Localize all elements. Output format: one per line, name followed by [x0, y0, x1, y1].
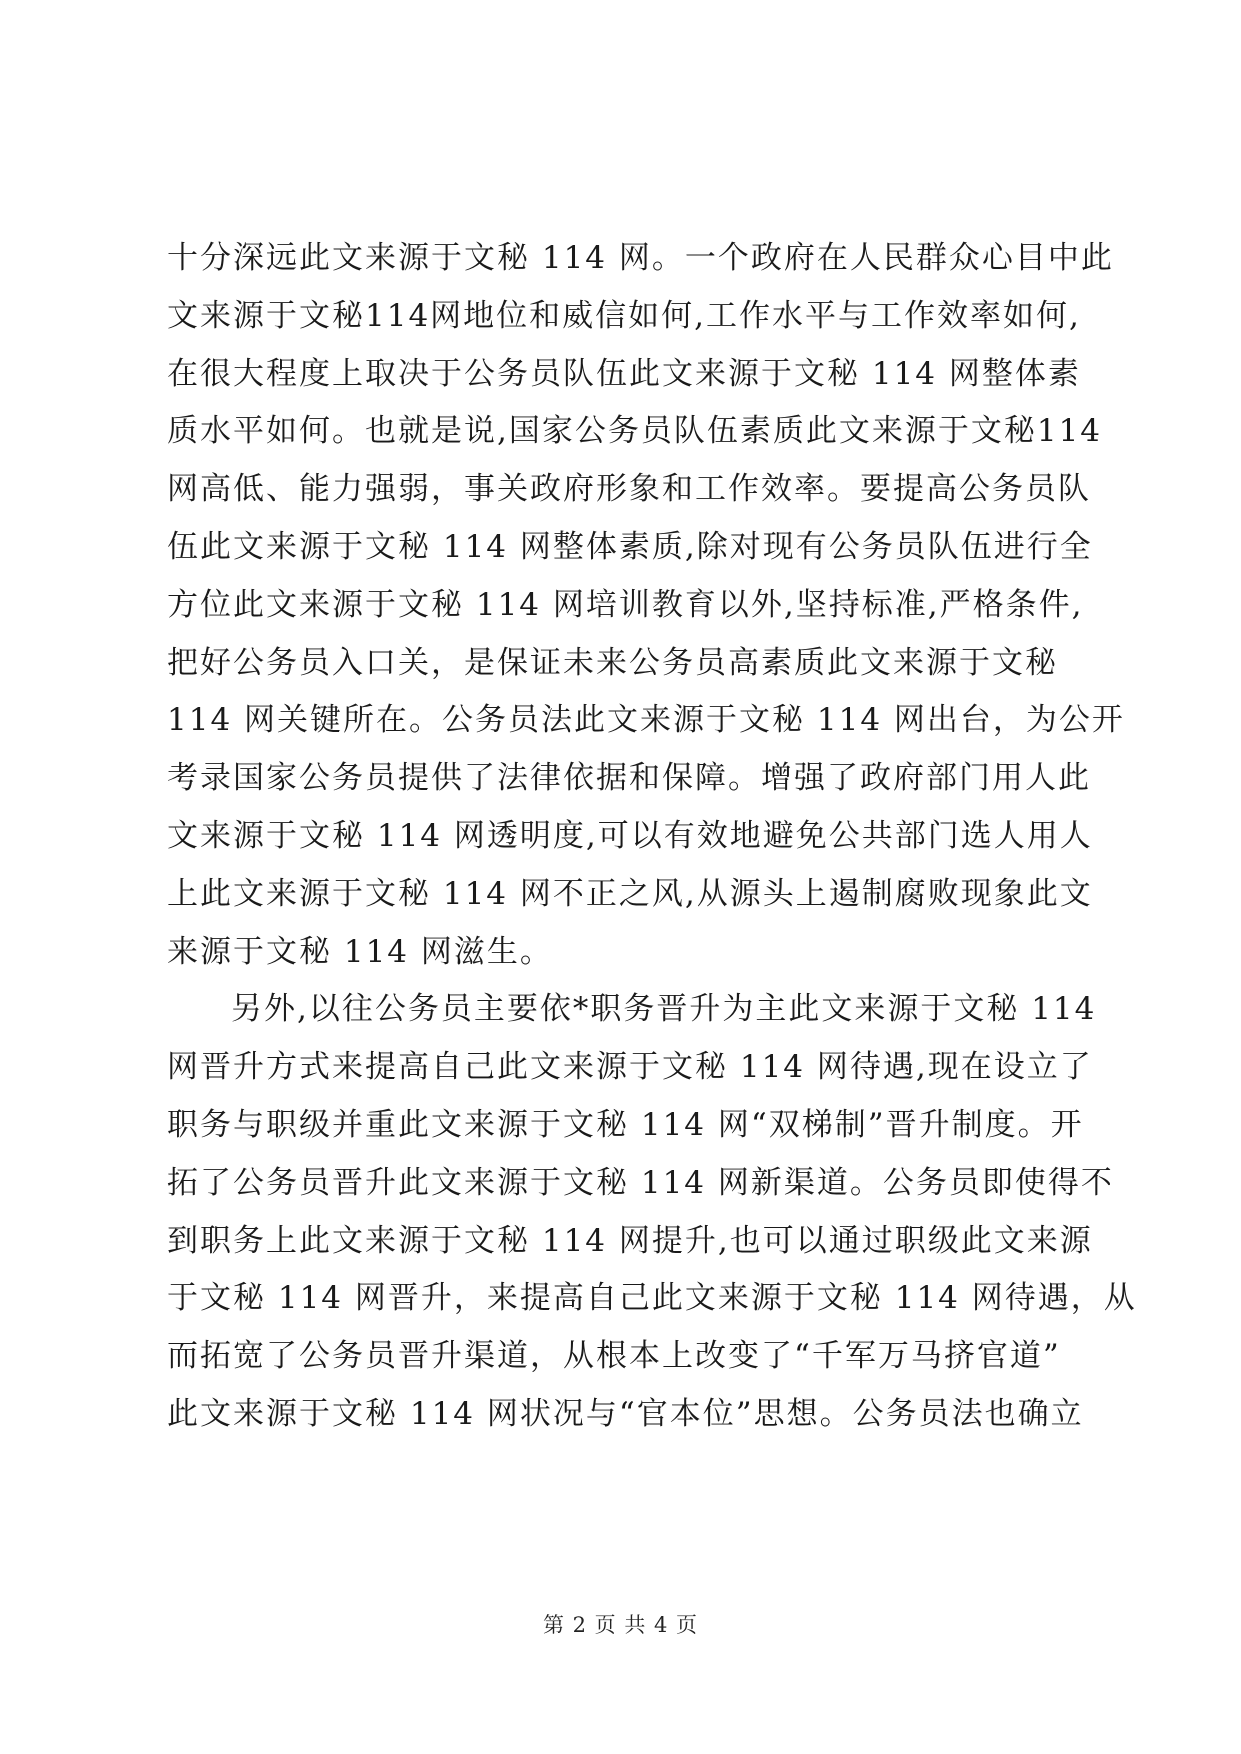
- text-line: 职务与职级并重此文来源于文秘 114 网“双梯制”晋升制度。开: [167, 1106, 1084, 1143]
- text-line: 质水平如何。也就是说,国家公务员队伍素质此文来源于文秘114: [167, 413, 1103, 450]
- text-line: 于文秘 114 网晋升，来提高自己此文来源于文秘 114 网待遇，从: [167, 1280, 1137, 1317]
- text-line: 把好公务员入口关，是保证未来公务员高素质此文来源于文秘: [167, 644, 1058, 681]
- text-line: 伍此文来源于文秘 114 网整体素质,除对现有公务员队伍进行全: [167, 528, 1093, 565]
- paragraph-1: [167, 230, 1125, 981]
- text-line: 十分深远此文来源于文秘 114 网。一个政府在人民群众心目中此: [167, 240, 1114, 276]
- text-line: 到职务上此文来源于文秘 114 网提升,也可以通过职级此文来源: [167, 1222, 1093, 1259]
- page-footer: [0, 1609, 1241, 1639]
- text-line: 方位此文来源于文秘 114 网培训教育以外,坚持标准,严格条件,: [167, 586, 1084, 623]
- text-line: 在很大程度上取决于公务员队伍此文来源于文秘 114 网整体素: [167, 355, 1081, 392]
- text-line: 网高低、能力强弱，事关政府形象和工作效率。要提高公务员队: [167, 471, 1091, 508]
- text-line: 114 网关键所在。公务员法此文来源于文秘 114 网出台，为公开: [167, 702, 1125, 739]
- text-line: 文来源于文秘114网地位和威信如何,工作水平与工作效率如何,: [167, 297, 1081, 334]
- text-line: 此文来源于文秘 114 网状况与“官本位”思想。公务员法也确立: [167, 1395, 1084, 1432]
- text-line: 拓了公务员晋升此文来源于文秘 114 网新渠道。公务员即使得不: [167, 1164, 1114, 1201]
- page-number-label: 第 2 页 共 4 页: [542, 1613, 699, 1637]
- text-line: 而拓宽了公务员晋升渠道，从根本上改变了“千军万马挤官道”: [167, 1338, 1061, 1375]
- text-line: 上此文来源于文秘 114 网不正之风,从源头上遏制腐败现象此文: [167, 875, 1093, 912]
- paragraph-2: [167, 981, 1137, 1443]
- text-line: 网晋升方式来提高自己此文来源于文秘 114 网待遇,现在设立了: [167, 1049, 1093, 1086]
- body-text: [167, 230, 1137, 1444]
- text-line: 另外,以往公务员主要依*职务晋升为主此文来源于文秘 114: [231, 991, 1097, 1028]
- text-line: 来源于文秘 114 网滋生。: [167, 933, 553, 970]
- text-line: 文来源于文秘 114 网透明度,可以有效地避免公共部门选人用人: [167, 817, 1093, 854]
- text-line: 考录国家公务员提供了法律依据和保障。增强了政府部门用人此: [167, 760, 1091, 797]
